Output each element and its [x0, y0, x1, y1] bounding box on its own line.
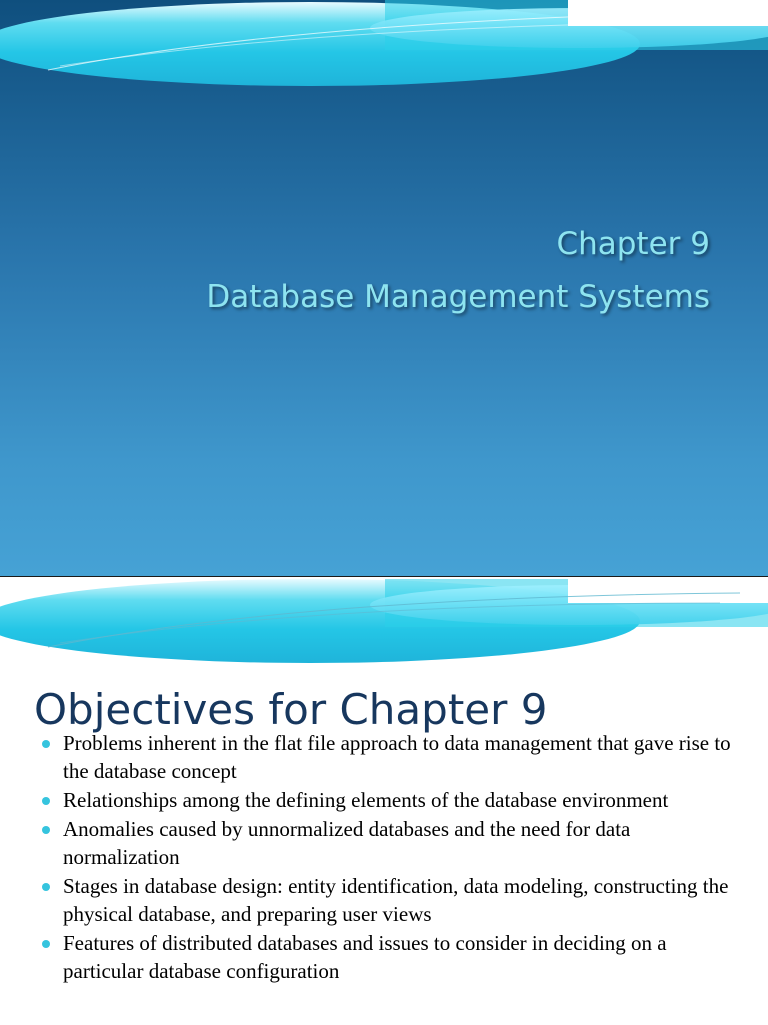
- objectives-slide: [0, 576, 768, 1025]
- list-item: [42, 929, 742, 985]
- bullet-dot-icon: [42, 883, 50, 891]
- title-line-1: Chapter 9: [556, 226, 710, 262]
- list-item-text: Anomalies caused by unnormalized databases and the need for data normalization: [63, 817, 631, 869]
- list-item-text: Problems inherent in the flat file approach to data management that gave rise to the database concept: [63, 731, 731, 783]
- bullet-dot-icon: [42, 940, 50, 948]
- decorative-ellipse-banner: [0, 577, 768, 677]
- list-item-text: Features of distributed databases and issues to consider in deciding on a particular database configuration: [63, 931, 667, 983]
- objectives-list: [42, 729, 742, 986]
- list-item: [42, 872, 742, 928]
- title-line-2: Database Management Systems: [206, 279, 710, 315]
- decorative-ellipse-banner: [0, 0, 768, 100]
- slide-title: [206, 218, 710, 324]
- list-item: [42, 786, 742, 814]
- bullet-dot-icon: [42, 740, 50, 748]
- list-item-text: Relationships among the defining elements of the database environment: [63, 788, 669, 812]
- bullet-dot-icon: [42, 797, 50, 805]
- bullet-dot-icon: [42, 826, 50, 834]
- list-item: [42, 815, 742, 871]
- list-item-text: Stages in database design: entity identification, data modeling, constructing the physical database, and preparing user views: [63, 874, 729, 926]
- page-title: Objectives for Chapter 9: [34, 685, 548, 734]
- list-item: [42, 729, 742, 785]
